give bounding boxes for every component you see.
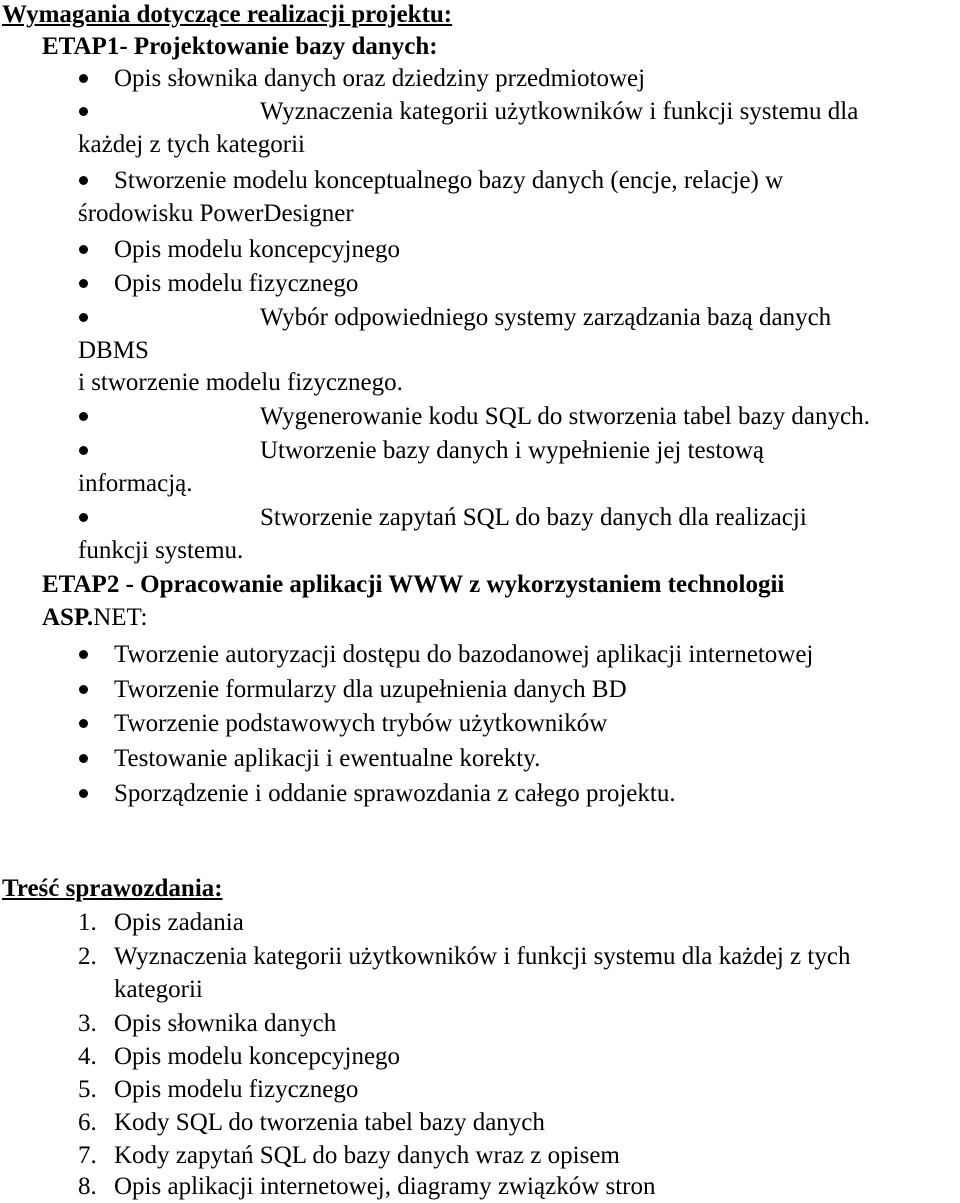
report-item-number: 6.	[78, 1109, 97, 1136]
etap2-title-cont	[42, 601, 147, 634]
report-item-1: Opis zadania	[114, 909, 244, 936]
report-title: Treść sprawozdania:	[2, 875, 223, 902]
bullet-icon	[79, 176, 88, 185]
etap1-item-6: Wybór odpowiedniego systemy zarządzania bazą danych	[260, 304, 832, 331]
etap2-title: ETAP2 - Opracowanie aplikacji WWW z wykorzystaniem technologii	[42, 571, 785, 598]
etap2-item-5: Sporządzenie i oddanie sprawozdania z całego projektu.	[114, 780, 676, 807]
etap2-item-2: Tworzenie formularzy dla uzupełnienia danych BD	[114, 676, 627, 703]
etap1-item-1: Opis słownika danych oraz dziedziny przedmiotowej	[114, 65, 646, 92]
report-item-number: 3.	[78, 1010, 97, 1037]
etap1-item-2-cont: każdej z tych kategorii	[78, 131, 305, 158]
bullet-icon	[79, 279, 88, 288]
report-item-8: Opis aplikacji internetowej, diagramy związków stron	[114, 1173, 656, 1200]
page-heading: Wymagania dotyczące realizacji projektu:	[2, 1, 453, 28]
etap1-item-6-cont1: DBMS	[78, 337, 149, 364]
report-item-7: Kody zapytań SQL do bazy danych wraz z opisem	[114, 1142, 620, 1169]
etap1-item-2: Wyznaczenia kategorii użytkowników i funkcji systemu dla	[260, 98, 859, 125]
etap1-item-3-cont: środowisku PowerDesigner	[78, 200, 354, 227]
bullet-icon	[79, 754, 88, 763]
etap1-item-6-cont2: i stworzenie modelu fizycznego.	[78, 369, 403, 396]
report-item-5: Opis modelu fizycznego	[114, 1076, 359, 1103]
etap2-item-4: Testowanie aplikacji i ewentualne korekty.	[114, 745, 541, 772]
bullet-icon	[79, 513, 88, 522]
report-item-number: 8.	[78, 1173, 97, 1200]
bullet-icon	[79, 412, 88, 421]
etap1-item-4: Opis modelu koncepcyjnego	[114, 236, 401, 263]
bullet-icon	[79, 245, 88, 254]
bullet-icon	[79, 685, 88, 694]
report-item-2: Wyznaczenia kategorii użytkowników i funkcji systemu dla każdej z tych	[114, 943, 851, 970]
report-item-number: 4.	[78, 1043, 97, 1070]
etap1-item-8: Utworzenie bazy danych i wypełnienie jej testową	[260, 437, 764, 464]
bullet-icon	[79, 789, 88, 798]
report-item-number: 5.	[78, 1076, 97, 1103]
report-item-6: Kody SQL do tworzenia tabel bazy danych	[114, 1109, 545, 1136]
etap1-item-9: Stworzenie zapytań SQL do bazy danych dla realizacji	[260, 504, 807, 531]
bullet-icon	[79, 719, 88, 728]
report-item-number: 7.	[78, 1142, 97, 1169]
bullet-icon	[79, 107, 88, 116]
etap2-item-3: Tworzenie podstawowych trybów użytkowników	[114, 710, 608, 737]
bullet-icon	[79, 650, 88, 659]
report-item-number: 1.	[78, 909, 97, 936]
etap1-item-9-cont: funkcji systemu.	[78, 537, 244, 564]
etap1-item-8-cont: informacją.	[78, 470, 193, 497]
bullet-icon	[79, 74, 88, 83]
etap1-item-5: Opis modelu fizycznego	[114, 270, 359, 297]
etap1-item-3: Stworzenie modelu konceptualnego bazy danych (encje, relacje) w	[114, 167, 784, 194]
etap1-title: ETAP1- Projektowanie bazy danych:	[42, 33, 438, 60]
etap2-item-1: Tworzenie autoryzacji dostępu do bazodanowej aplikacji internetowej	[114, 641, 814, 668]
bullet-icon	[79, 446, 88, 455]
report-item-2-cont: kategorii	[114, 976, 203, 1003]
etap2-title-net: NET:	[93, 604, 148, 631]
report-item-3: Opis słownika danych	[114, 1010, 337, 1037]
etap2-title-asp: ASP.	[42, 604, 94, 631]
bullet-icon	[79, 313, 88, 322]
report-item-number: 2.	[78, 943, 97, 970]
etap1-item-7: Wygenerowanie kodu SQL do stworzenia tabel bazy danych.	[260, 403, 870, 430]
report-item-4: Opis modelu koncepcyjnego	[114, 1043, 401, 1070]
